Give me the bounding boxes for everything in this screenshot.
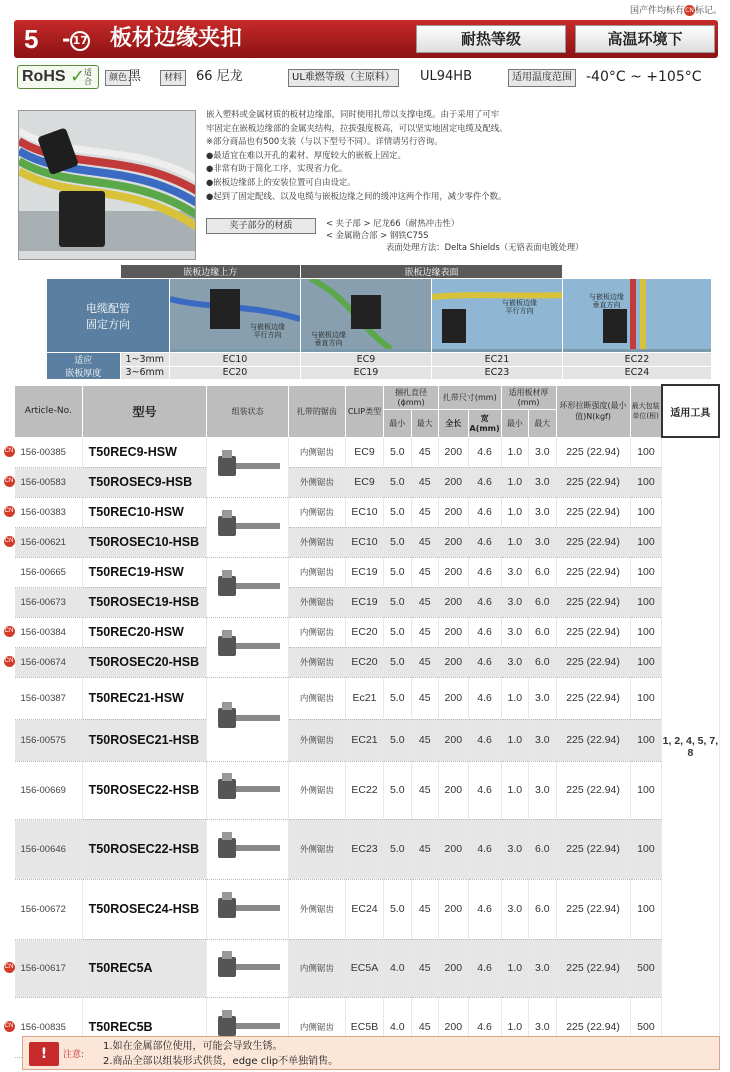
cell-len: 200 [439, 761, 469, 819]
domestic-note: 国产件均标有CN标记。 [629, 6, 722, 16]
cell-pack: 100 [630, 647, 662, 677]
cell-tensile: 225 (22.94) [556, 497, 630, 527]
cell-pmax: 3.0 [529, 997, 556, 1057]
cell-len: 200 [439, 997, 469, 1057]
cell-pmin: 1.0 [501, 997, 528, 1057]
assembly-image [207, 761, 288, 819]
cell-tensile: 225 (22.94) [556, 939, 630, 997]
table-row [15, 677, 720, 719]
cell-w: 4.6 [468, 557, 501, 587]
cell-clip: EC24 [345, 879, 383, 939]
caution-label: 注意: [63, 1050, 85, 1060]
ul-label: UL难燃等级（主原料） [288, 69, 399, 87]
table-row [15, 819, 720, 879]
cell-len: 200 [439, 497, 469, 527]
article-number: CN 156-00583 [15, 467, 83, 497]
cell-pmin: 3.0 [501, 879, 528, 939]
cell-clip: EC23 [345, 819, 383, 879]
cn-badge-icon: CN [4, 656, 15, 667]
cell-teeth: 内侧锯齿 [288, 437, 345, 467]
check-icon: ✓ [70, 66, 86, 87]
table-row [15, 497, 720, 527]
surface-treatment: 表面处理方法：Delta Shields（无铬表面电镀处理） [386, 242, 584, 252]
ul-value: UL94HB [420, 69, 472, 84]
cell-pmax: 3.0 [529, 719, 556, 761]
cell-w: 4.6 [468, 997, 501, 1057]
temp-value: -40°C ~ +105°C [586, 69, 702, 85]
cell-pmax: 3.0 [529, 761, 556, 819]
cell-clip: EC19 [345, 587, 383, 617]
cell-bmax: 45 [411, 879, 438, 939]
cell-w: 4.6 [468, 879, 501, 939]
cell-bmin: 4.0 [384, 997, 411, 1057]
article-number: 156-00646 [15, 819, 83, 879]
page-title: 板材边缘夹扣 [110, 26, 243, 51]
cell-bmin: 5.0 [384, 617, 411, 647]
cell-w: 4.6 [468, 467, 501, 497]
clip-material-line1: < 夹子部 > 尼龙66（耐热冲击性） [326, 218, 460, 228]
cn-badge-icon: CN [4, 626, 15, 637]
cell-pmin: 3.0 [501, 557, 528, 587]
section-number: 5 [24, 24, 39, 54]
cell-tensile: 225 (22.94) [556, 587, 630, 617]
cell-w: 4.6 [468, 939, 501, 997]
material-label: 材料 [160, 70, 186, 86]
assembly-image [207, 617, 288, 677]
cell-teeth: 内侧锯齿 [288, 497, 345, 527]
cell-pack: 100 [630, 819, 662, 879]
cell-pmax: 6.0 [529, 587, 556, 617]
cell-clip: EC9 [345, 437, 383, 467]
cell-teeth: 外侧锯齿 [288, 879, 345, 939]
applicable-tools: 1, 2, 4, 5, 7, 8 [662, 437, 719, 1057]
article-number: 156-00669 [15, 761, 83, 819]
assembly-image [207, 939, 288, 997]
cell-pmax: 6.0 [529, 879, 556, 939]
cell-tensile: 225 (22.94) [556, 617, 630, 647]
cell-pmax: 3.0 [529, 467, 556, 497]
cell-pmax: 6.0 [529, 647, 556, 677]
cell-bmin: 5.0 [384, 467, 411, 497]
cell-bmax: 45 [411, 467, 438, 497]
cell-bmax: 45 [411, 819, 438, 879]
cell-bmax: 45 [411, 617, 438, 647]
cell-clip: Ec21 [345, 677, 383, 719]
cell-bmax: 45 [411, 719, 438, 761]
cell-clip: EC9 [345, 467, 383, 497]
cell-tensile: 225 (22.94) [556, 647, 630, 677]
assembly-image [207, 497, 288, 557]
cell-len: 200 [439, 879, 469, 939]
clip-selection-table: 嵌板边缘上方 嵌板边缘表面 电缆配管 固定方向 与嵌板边缘 平行方向 与嵌板边缘 垂直方向 与嵌板边缘 平行方向 与嵌板边缘 垂直方向 适应 嵌板厚度 1~3mm EC10 EC9 EC21 EC22 3~6mm EC20 EC19 EC23 EC24 [46, 264, 712, 380]
cell-bmax: 45 [411, 997, 438, 1057]
cell-pmax: 3.0 [529, 939, 556, 997]
cell-w: 4.6 [468, 617, 501, 647]
cell-pmin: 3.0 [501, 819, 528, 879]
cell-tensile: 225 (22.94) [556, 527, 630, 557]
cell-teeth: 外侧锯齿 [288, 719, 345, 761]
assembly-image [207, 557, 288, 617]
cn-badge-icon: CN [685, 7, 694, 14]
cell-tensile: 225 (22.94) [556, 557, 630, 587]
cell-bmin: 5.0 [384, 557, 411, 587]
cell-teeth: 内侧锯齿 [288, 617, 345, 647]
model-name: T50ROSEC21-HSB [82, 719, 207, 761]
article-number: CN 156-00674 [15, 647, 83, 677]
cell-pmin: 1.0 [501, 497, 528, 527]
cell-len: 200 [439, 819, 469, 879]
cell-pack: 100 [630, 527, 662, 557]
article-number: 156-00665 [15, 557, 83, 587]
cell-pack: 500 [630, 939, 662, 997]
cell-clip: EC19 [345, 557, 383, 587]
cell-tensile: 225 (22.94) [556, 819, 630, 879]
cell-bmin: 5.0 [384, 497, 411, 527]
cell-bmax: 45 [411, 557, 438, 587]
cell-pmax: 3.0 [529, 497, 556, 527]
rohs-badge: RoHS ✓ 适合 [17, 65, 99, 89]
cell-tensile: 225 (22.94) [556, 761, 630, 819]
article-number: CN 156-00385 [15, 437, 83, 467]
cell-pack: 100 [630, 557, 662, 587]
cell-bmin: 5.0 [384, 437, 411, 467]
table-row [15, 879, 720, 939]
cell-teeth: 内侧锯齿 [288, 997, 345, 1057]
cn-badge-icon: CN [4, 476, 15, 487]
cell-bmax: 45 [411, 527, 438, 557]
cn-badge-icon: CN [4, 536, 15, 547]
cell-w: 4.6 [468, 497, 501, 527]
cn-badge-icon: CN [4, 1021, 15, 1032]
temp-label: 适用温度范围 [508, 69, 576, 87]
cell-clip: EC10 [345, 497, 383, 527]
color-label: 颜色 [105, 70, 131, 86]
assembly-image [207, 819, 288, 879]
cell-tensile: 225 (22.94) [556, 677, 630, 719]
cell-pack: 100 [630, 617, 662, 647]
cell-pmin: 3.0 [501, 587, 528, 617]
cell-bmax: 45 [411, 437, 438, 467]
cell-tensile: 225 (22.94) [556, 467, 630, 497]
cell-len: 200 [439, 677, 469, 719]
heat-grade-label: 耐热等级 [416, 25, 566, 53]
cell-pack: 100 [630, 719, 662, 761]
table-row [15, 527, 720, 557]
table-row [15, 939, 720, 997]
cell-teeth: 外侧锯齿 [288, 527, 345, 557]
cell-clip: EC20 [345, 647, 383, 677]
cell-pmin: 1.0 [501, 677, 528, 719]
cell-pack: 100 [630, 761, 662, 819]
cell-bmin: 5.0 [384, 819, 411, 879]
cell-pack: 100 [630, 467, 662, 497]
assembly-image [207, 677, 288, 761]
cell-len: 200 [439, 719, 469, 761]
model-name: T50ROSEC10-HSB [82, 527, 207, 557]
clip-material-line2: < 金属勘合部 > 钢铁C75S [326, 230, 429, 240]
table-row [15, 557, 720, 587]
model-name: T50REC5A [82, 939, 207, 997]
model-name: T50ROSEC22-HSB [82, 761, 207, 819]
cell-clip: EC21 [345, 719, 383, 761]
cell-teeth: 外侧锯齿 [288, 819, 345, 879]
cell-pmax: 3.0 [529, 437, 556, 467]
cell-pmin: 1.0 [501, 939, 528, 997]
cell-clip: EC5B [345, 997, 383, 1057]
cn-badge-icon: CN [4, 962, 15, 973]
cell-bmin: 5.0 [384, 587, 411, 617]
cn-badge-icon: CN [4, 446, 15, 457]
model-name: T50REC5B [82, 997, 207, 1057]
caution-line2: 2.商品全部以组装形式供货，edge clip不单独销售。 [103, 1056, 339, 1067]
table-row [15, 587, 720, 617]
cell-teeth: 外侧锯齿 [288, 587, 345, 617]
cell-len: 200 [439, 939, 469, 997]
model-name: T50ROSEC20-HSB [82, 647, 207, 677]
table-row [15, 437, 720, 467]
cell-pmax: 3.0 [529, 677, 556, 719]
cell-clip: EC5A [345, 939, 383, 997]
model-name: T50REC20-HSW [82, 617, 207, 647]
cell-len: 200 [439, 557, 469, 587]
cell-clip: EC22 [345, 761, 383, 819]
cell-pack: 100 [630, 677, 662, 719]
cell-tensile: 225 (22.94) [556, 879, 630, 939]
model-name: T50ROSEC19-HSB [82, 587, 207, 617]
cell-bmin: 5.0 [384, 647, 411, 677]
cell-teeth: 外侧锯齿 [288, 467, 345, 497]
cell-pmax: 3.0 [529, 527, 556, 557]
article-number: 156-00575 [15, 719, 83, 761]
cell-len: 200 [439, 587, 469, 617]
color-value: 黑 [128, 69, 142, 84]
product-photo [18, 110, 196, 260]
cell-bmax: 45 [411, 939, 438, 997]
caution-line1: 1.如在金属部位使用，可能会导致生锈。 [103, 1041, 283, 1052]
cell-bmax: 45 [411, 587, 438, 617]
cell-tensile: 225 (22.94) [556, 719, 630, 761]
cell-pmin: 3.0 [501, 617, 528, 647]
model-name: T50REC10-HSW [82, 497, 207, 527]
table-row [15, 467, 720, 497]
cell-pmin: 1.0 [501, 719, 528, 761]
cell-teeth: 内侧锯齿 [288, 677, 345, 719]
article-number: CN 156-00835 [15, 997, 83, 1057]
section-subnumber: - 17 [62, 24, 90, 54]
model-name: T50REC9-HSW [82, 437, 207, 467]
assembly-image [207, 437, 288, 497]
cell-clip: EC10 [345, 527, 383, 557]
cell-bmin: 4.0 [384, 939, 411, 997]
cell-bmin: 5.0 [384, 527, 411, 557]
model-name: T50ROSEC9-HSB [82, 467, 207, 497]
clip-material-label: 夹子部分的材质 [206, 218, 316, 234]
cell-w: 4.6 [468, 761, 501, 819]
cell-pack: 100 [630, 497, 662, 527]
assembly-image [207, 879, 288, 939]
cell-tensile: 225 (22.94) [556, 437, 630, 467]
table-row [15, 719, 720, 761]
cell-pmin: 1.0 [501, 437, 528, 467]
description: 嵌入塑料或金属材质的板材边缘部，同时使用扎带以支撑电缆。由于采用了可牢 牢固定在嵌板边缘部的金属夹结构，拉拔强度极高，可以坚实地固定电缆及配线。 ※部分商品也有500支装（与以下型号不同）。详情请另行咨询。 ●最适宜在难以开孔的素材、厚度较大的嵌板上固定。 ●非常有助于简化工序，实现省力化。 ●嵌板边缘部上的安装位置可自由设定。 ●起到了固定配线、以及电缆与嵌板边缘之间的缓冲这两个作用，减少零件个数。 [206, 109, 508, 201]
cell-teeth: 外侧锯齿 [288, 761, 345, 819]
cell-bmin: 5.0 [384, 761, 411, 819]
table-row [15, 761, 720, 819]
cell-bmax: 45 [411, 497, 438, 527]
caution-note [22, 1036, 720, 1070]
cell-w: 4.6 [468, 527, 501, 557]
cell-pmin: 1.0 [501, 527, 528, 557]
model-name: T50ROSEC24-HSB [82, 879, 207, 939]
cell-bmax: 45 [411, 761, 438, 819]
high-temp-label: 高温环境下 [575, 25, 715, 53]
cell-w: 4.6 [468, 677, 501, 719]
cell-len: 200 [439, 437, 469, 467]
product-table: Article-No. 型号 组装状态 扎带的锯齿 CLIP类型 捆扎直径(ϕmm) 扎带尺寸(mm) 适用板材厚(mm) 环形拉断强度(最小值)N(kgf) 最大包装单位(根) 适用工具 最小 最大 全长 宽A(mm) 最小 最大 CN 156-00385 T50REC9-HSW 内侧锯齿 EC9 5.0 45 200 4.6 1.0 3.0 225 (22.94) 100 1, 2, 4, 5, 7, 8 CN 156-00583 T50ROSEC9-HSB 外侧锯齿 EC9 5.0 45 200 4.6 1.0 3.0 225 (22.94) 100 CN 156-00383 T50REC10-HSW 内侧锯齿 EC10 5.0 45 200 4.6 1.0 3.0 225 (22.94) 100 CN 156-00621 T50ROSEC10-HSB 外侧锯齿 EC10 5.0 45 200 4.6 1.0 3.0 225 (22.94) 100 156-00665 T50REC19-HSW 内侧锯齿 EC19 5.0 45 200 4.6 3.0 6.0 225 (22.94) 100 156-00673 T50ROSEC19-HSB 外侧锯齿 EC19 5.0 45 200 4.6 3.0 6.0 225 (22.94) 100 CN 156-00384 T50REC20-HSW 内侧锯齿 EC20 5.0 45 200 4.6 3.0 6.0 225 (22.94) 100 CN 156-00674 T50ROSEC20-HSB 外侧锯齿 EC20 5.0 45 200 4.6 3.0 6.0 225 (22.94) 100 156-00387 T50REC21-HSW 内侧锯齿 Ec21 5.0 45 200 4.6 1.0 3.0 225 (22.94) 100 156-00575 T50ROSEC21-HSB 外侧锯齿 EC21 5.0 45 200 4.6 1.0 3.0 225 (22.94) 100 156-00669 T50ROSEC22-HSB 外侧锯齿 EC22 5.0 45 200 4.6 1.0 3.0 225 (22.94) 100 156-00646 T50ROSEC22-HSB 外侧锯齿 EC23 5.0 45 200 4.6 3.0 6.0 225 (22.94) 100 156-00672 T50ROSEC24-HSB 外侧锯齿 EC24 5.0 45 200 4.6 3.0 6.0 225 (22.94) 100 CN 156-00617 T50REC5A 内侧锯齿 EC5A 4.0 45 200 4.6 1.0 3.0 225 (22.94) 500 CN 156-00835 T50REC5B 内侧锯齿 EC5B 4.0 45 200 4.6 1.0 3.0 225 (22.94) 500 [14, 384, 720, 1058]
cell-pack: 100 [630, 879, 662, 939]
material-value: 66 尼龙 [196, 69, 243, 84]
cell-bmin: 5.0 [384, 719, 411, 761]
cell-len: 200 [439, 467, 469, 497]
cn-badge-icon: CN [4, 506, 15, 517]
table-row [15, 617, 720, 647]
article-number: CN 156-00383 [15, 497, 83, 527]
cell-w: 4.6 [468, 819, 501, 879]
cell-len: 200 [439, 527, 469, 557]
cell-pack: 100 [630, 437, 662, 467]
model-name: T50REC19-HSW [82, 557, 207, 587]
model-name: T50ROSEC22-HSB [82, 819, 207, 879]
cell-pmax: 6.0 [529, 557, 556, 587]
cell-tensile: 225 (22.94) [556, 997, 630, 1057]
cell-pmin: 1.0 [501, 761, 528, 819]
article-number: CN 156-00621 [15, 527, 83, 557]
cell-pmin: 3.0 [501, 647, 528, 677]
article-number: 156-00673 [15, 587, 83, 617]
cell-len: 200 [439, 647, 469, 677]
cell-w: 4.6 [468, 647, 501, 677]
cell-bmax: 45 [411, 677, 438, 719]
cell-w: 4.6 [468, 587, 501, 617]
cell-w: 4.6 [468, 437, 501, 467]
warning-icon: ! [29, 1042, 59, 1066]
article-number: CN 156-00384 [15, 617, 83, 647]
cell-teeth: 内侧锯齿 [288, 939, 345, 997]
cell-pmin: 1.0 [501, 467, 528, 497]
cell-w: 4.6 [468, 719, 501, 761]
article-number: CN 156-00617 [15, 939, 83, 997]
cell-clip: EC20 [345, 617, 383, 647]
cell-pack: 100 [630, 587, 662, 617]
cell-teeth: 外侧锯齿 [288, 647, 345, 677]
cell-bmax: 45 [411, 647, 438, 677]
article-number: 156-00387 [15, 677, 83, 719]
cell-pmax: 6.0 [529, 819, 556, 879]
cell-len: 200 [439, 617, 469, 647]
model-name: T50REC21-HSW [82, 677, 207, 719]
cell-bmin: 5.0 [384, 677, 411, 719]
cell-bmin: 5.0 [384, 879, 411, 939]
cell-pack: 500 [630, 997, 662, 1057]
article-number: 156-00672 [15, 879, 83, 939]
table-row [15, 647, 720, 677]
cell-pmax: 6.0 [529, 617, 556, 647]
cell-teeth: 内侧锯齿 [288, 557, 345, 587]
